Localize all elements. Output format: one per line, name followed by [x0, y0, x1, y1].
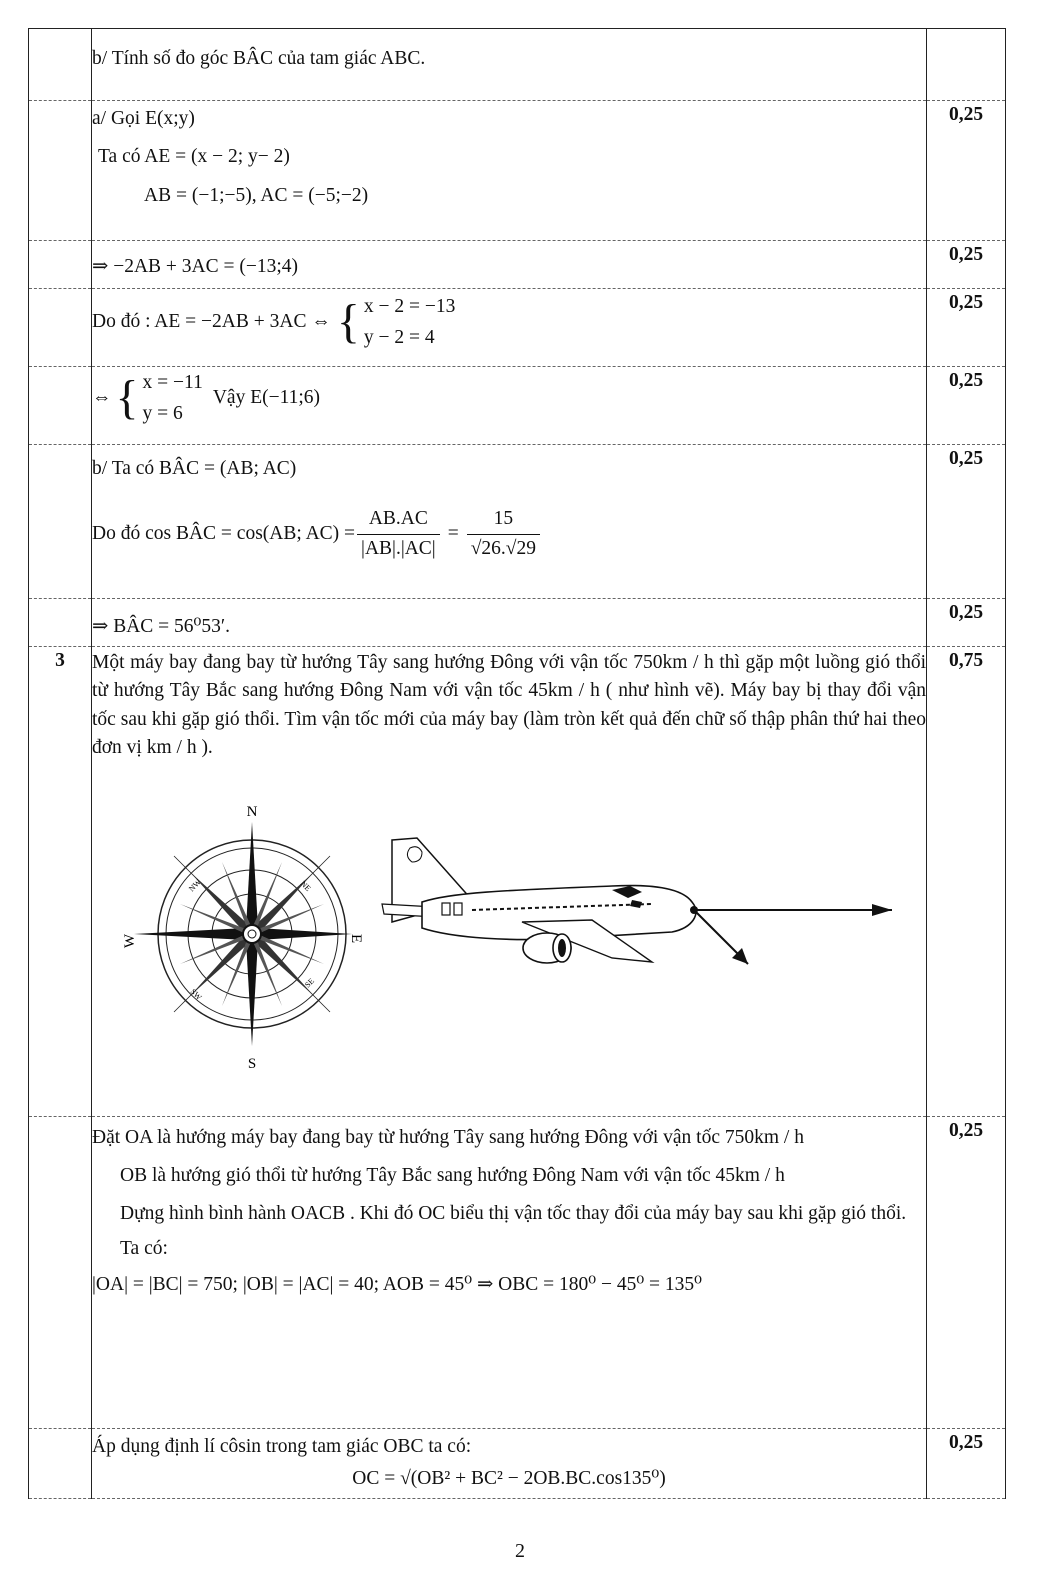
content-cell: [92, 1117, 927, 1429]
para-ob: OB là hướng gió thổi từ hướng Tây Bắc sang hướng Đông Nam với vận tốc 45km / h: [120, 1165, 785, 1187]
content-cell: [92, 101, 927, 241]
table-row: [29, 1117, 1006, 1429]
fraction-denominator: |AB|.|AC|: [361, 537, 436, 559]
score-cell: 0,25: [927, 445, 1006, 599]
compass-sw-label: SW: [188, 987, 204, 1002]
question-3-text: Một máy bay đang bay từ hướng Tây sang hướng Đông với vận tốc 750km / h thì gặp một luồng gió thổi từ hướng Tây Bắc sang hướng Đông Nam với vận tốc 45km / h ( như hình vẽ). Máy bay bị thay đổi vận tốc sau khi gặp gió thổi. Tìm vận tốc mới của máy bay (làm tròn kết quả đến chữ số thập phân thứ hai theo đơn vị km / h ).: [92, 652, 926, 758]
index-cell: [29, 29, 92, 101]
score-cell: 0,25: [927, 367, 1006, 445]
fraction-values: [467, 505, 540, 563]
index-cell: [29, 289, 92, 367]
solution-y: y = 6: [142, 403, 183, 425]
table-row: [29, 647, 1006, 1117]
score-cell: [927, 29, 1006, 101]
arrowhead-east-icon: [872, 904, 892, 916]
score-cell: 0,25: [927, 241, 1006, 289]
compass-ne-label: NE: [298, 879, 313, 894]
answer-table: [28, 28, 1006, 1499]
line-ae-vector: Ta có AE = (x − 2; y− 2): [98, 146, 290, 168]
solution-tail: Vậy E(−11;6): [212, 387, 321, 409]
equivalent-symbol: ⇔: [92, 387, 112, 409]
page-number: 2: [515, 1540, 525, 1562]
answer-page: [28, 28, 1004, 1499]
compass-rose-icon: [122, 804, 364, 1072]
para-parallelogram: Dựng hình bình hành OACB . Khi đó OC biểu thị vận tốc thay đổi của máy bay sau khi gặp gió thổi.: [120, 1203, 907, 1225]
score-cell: 0,25: [927, 289, 1006, 367]
index-cell: [29, 1429, 92, 1499]
cosine-rule-intro: Áp dụng định lí côsin trong tam giác OBC ta có:: [92, 1436, 472, 1457]
line-gọi-e: a/ Gọi E(x;y): [92, 108, 195, 129]
question-index: 3: [29, 647, 92, 1117]
table-row: [29, 445, 1006, 599]
index-cell: [29, 1117, 92, 1429]
cosine-rule-formula: OC = √(OB² + BC² − 2OB.BC.cos135⁰): [352, 1468, 666, 1490]
content-cell: [92, 647, 927, 1117]
table-row: [29, 29, 1006, 101]
index-cell: [29, 241, 92, 289]
system-lead: Do đó : AE = −2AB + 3AC ⇔: [92, 311, 331, 333]
content-cell: [92, 1429, 927, 1499]
velocity-vectors: [694, 904, 892, 964]
fraction-denominator: √26.√29: [470, 537, 536, 559]
question-b-text: b/ Tính số đo góc BÂC của tam giác ABC.: [92, 48, 426, 69]
fraction-numerator: 15: [467, 505, 540, 534]
line-bac-angle: b/ Ta có BÂC = (AB; AC): [92, 458, 297, 479]
brace-icon: {: [336, 295, 360, 349]
system-eq-1: x − 2 = −13: [363, 296, 456, 317]
compass-n-label: N: [246, 804, 258, 821]
table-row: [29, 241, 1006, 289]
score-cell: 0,25: [927, 599, 1006, 647]
fraction-vectors: [357, 505, 440, 563]
line-ab-ac-vectors: AB = (−1;−5), AC = (−5;−2): [144, 184, 369, 206]
score-cell: 0,25: [927, 101, 1006, 241]
table-row: [29, 101, 1006, 241]
content-cell: [92, 445, 927, 599]
content-cell: [92, 289, 927, 367]
compass-e-label: E: [348, 934, 364, 944]
compass-w-label: W: [122, 934, 138, 949]
equals-sign: =: [447, 522, 459, 544]
index-cell: [29, 445, 92, 599]
content-cell: [92, 29, 927, 101]
brace-icon: {: [115, 371, 139, 425]
line-combination: ⇒ −2AB + 3AC = (−13;4): [92, 256, 299, 277]
score-cell: 0,25: [927, 1117, 1006, 1429]
index-cell: [29, 599, 92, 647]
index-cell: [29, 367, 92, 445]
compass-plane-figure: [92, 762, 926, 1100]
para-magnitudes: |OA| = |BC| = 750; |OB| = |AC| = 40; AOB = 45⁰ ⇒ OBC = 180⁰ − 45⁰ = 135⁰: [92, 1273, 702, 1295]
table-row: [29, 367, 1006, 445]
compass-se-label: SE: [303, 976, 317, 990]
angle-result: ⇒ BÂC = 56⁰53′.: [92, 616, 231, 637]
compass-s-label: S: [247, 1056, 257, 1073]
content-cell: [92, 241, 927, 289]
table-row: [29, 289, 1006, 367]
cos-lead: Do đó cos BÂC = cos(AB; AC) =: [92, 522, 356, 544]
score-cell: 0,75: [927, 647, 1006, 1117]
solution-x: x = −11: [142, 372, 203, 393]
score-cell: 0,25: [927, 1429, 1006, 1499]
fraction-numerator: AB.AC: [357, 505, 440, 534]
content-cell: [92, 367, 927, 445]
system-eq-2: y − 2 = 4: [363, 327, 435, 349]
para-oa: Đặt OA là hướng máy bay đang bay từ hướng Tây sang hướng Đông với vận tốc 750km / h: [92, 1127, 804, 1148]
airplane-icon: [382, 838, 698, 963]
content-cell: [92, 599, 927, 647]
table-row: [29, 599, 1006, 647]
compass-nw-label: NW: [187, 877, 203, 894]
figure-svg: [92, 762, 926, 1100]
table-row: [29, 1429, 1006, 1499]
para-ta-co: Ta có:: [120, 1237, 168, 1259]
index-cell: [29, 101, 92, 241]
